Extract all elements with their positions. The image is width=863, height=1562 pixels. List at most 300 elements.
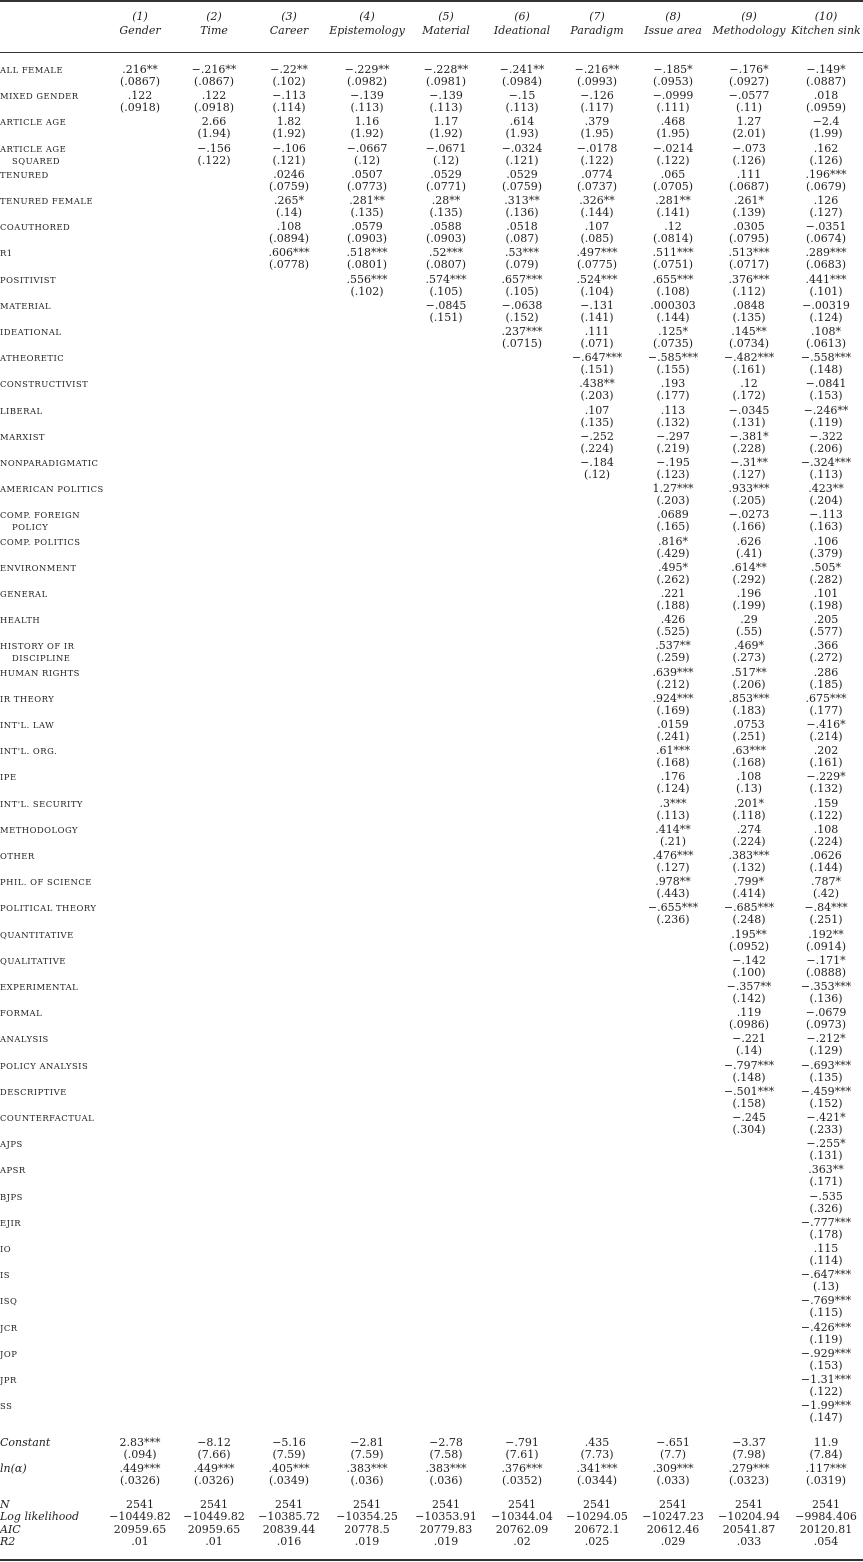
- standard-error: (.21): [659, 835, 687, 848]
- coefficient: .326**: [579, 194, 615, 207]
- column-header: [786, 10, 863, 38]
- variable-label-line: EJIR: [0, 1218, 22, 1228]
- variable-label-line: SQUARED: [12, 156, 61, 166]
- standard-error: (.443): [656, 887, 690, 900]
- coefficient: −.769***: [800, 1294, 852, 1307]
- standard-error: (.0771): [425, 180, 467, 193]
- coefficient: −.297: [656, 430, 690, 443]
- table-cell: [712, 693, 786, 717]
- coefficient: 20959.65: [113, 1523, 167, 1536]
- table-cell: [789, 457, 863, 481]
- coefficient: −.176*: [729, 63, 769, 76]
- coefficient: −.216**: [574, 63, 620, 76]
- table-cell: [712, 719, 786, 743]
- standard-error: (.0735): [652, 337, 694, 350]
- standard-error: (.0801): [346, 258, 388, 271]
- coefficient: −.0999: [652, 89, 694, 102]
- variable-label: [0, 1086, 67, 1098]
- variable-label: [0, 955, 66, 967]
- coefficient: −.229*: [806, 770, 846, 783]
- coefficient: .438**: [579, 377, 615, 390]
- table-cell: [409, 90, 483, 114]
- table-cell: [636, 326, 710, 350]
- standard-error: (.219): [656, 442, 690, 455]
- standard-error: (.204): [809, 494, 843, 507]
- table-cell: [636, 902, 710, 926]
- coefficient: .0579: [351, 220, 383, 233]
- standard-error: (.0984): [501, 75, 543, 88]
- coefficient: .122: [127, 89, 153, 102]
- table-cell: [636, 745, 710, 769]
- coefficient: .468: [660, 115, 686, 128]
- column-number: (10): [814, 10, 838, 23]
- coefficient: .376***: [728, 273, 770, 286]
- standard-error: (.0953): [652, 75, 694, 88]
- standard-error: (.114): [272, 101, 306, 114]
- table-cell: [485, 195, 559, 219]
- constant-label: [0, 1437, 50, 1449]
- coefficient: −.22**: [270, 63, 308, 76]
- table-cell: [789, 902, 863, 926]
- coefficient: −.221: [732, 1032, 766, 1045]
- standard-error: (.206): [809, 442, 843, 455]
- variable-label: [0, 1138, 23, 1150]
- coefficient: .029: [660, 1535, 686, 1548]
- variable-label-line: DISCIPLINE: [12, 653, 71, 663]
- table-cell: [409, 169, 483, 193]
- table-cell: [636, 1511, 710, 1523]
- standard-error: (.0903): [346, 232, 388, 245]
- table-cell: [636, 431, 710, 455]
- standard-error: (.124): [809, 311, 843, 324]
- coefficient: −10353.91: [415, 1510, 477, 1523]
- table-cell: [636, 1437, 710, 1461]
- coefficient: .113: [660, 404, 686, 417]
- table-cell: [636, 378, 710, 402]
- table-cell: [789, 1463, 863, 1487]
- coefficient: .192**: [808, 928, 844, 941]
- column-number: (5): [438, 10, 454, 23]
- coefficient: .216**: [122, 63, 158, 76]
- standard-error: (.105): [505, 285, 539, 298]
- coefficient: .106: [813, 535, 839, 548]
- table-cell: [330, 274, 404, 298]
- standard-error: (.198): [809, 599, 843, 612]
- standard-error: (.168): [656, 756, 690, 769]
- standard-error: (.165): [656, 520, 690, 533]
- coefficient: −.228**: [423, 63, 469, 76]
- table-cell: [789, 640, 863, 664]
- coefficient: −.255*: [806, 1137, 846, 1150]
- table-cell: [636, 693, 710, 717]
- table-cell: [330, 116, 404, 140]
- variable-label: [0, 745, 57, 757]
- coefficient: 2541: [659, 1498, 687, 1511]
- coefficient: .265*: [274, 194, 304, 207]
- standard-error: (.152): [505, 311, 539, 324]
- table-cell: [712, 1437, 786, 1461]
- variable-label: [0, 431, 45, 443]
- stat-label-text: N: [0, 1498, 10, 1511]
- stat-label: [0, 1536, 15, 1548]
- table-cell: [560, 300, 634, 324]
- standard-error: (.203): [656, 494, 690, 507]
- table-cell: [712, 1060, 786, 1084]
- coefficient: .019: [433, 1535, 459, 1548]
- variable-label: [0, 562, 76, 574]
- coefficient: .469*: [734, 639, 764, 652]
- variable-label-line: IO: [0, 1244, 12, 1254]
- table-cell: [789, 929, 863, 953]
- standard-error: (.153): [809, 1359, 843, 1372]
- table-cell: [560, 431, 634, 455]
- standard-error: (.0679): [805, 180, 847, 193]
- standard-error: (.144): [580, 206, 614, 219]
- table-cell: [636, 1536, 710, 1548]
- table-cell: [789, 1400, 863, 1424]
- column-header: [174, 10, 254, 38]
- coefficient: −.142: [732, 954, 766, 967]
- coefficient: −.482***: [723, 351, 775, 364]
- variable-label: [0, 195, 93, 207]
- table-cell: [560, 1511, 634, 1523]
- standard-error: (.153): [809, 389, 843, 402]
- standard-error: (.224): [809, 835, 843, 848]
- standard-error: (.12): [432, 154, 460, 167]
- coefficient: −.0178: [576, 142, 618, 155]
- coefficient: .53***: [505, 246, 539, 259]
- table-cell: [252, 221, 326, 245]
- table-cell: [560, 352, 634, 376]
- table-cell: [789, 1269, 863, 1293]
- coefficient: −.459***: [800, 1085, 852, 1098]
- table-cell: [252, 195, 326, 219]
- standard-error: (.0778): [268, 258, 310, 271]
- table-cell: [103, 64, 177, 88]
- standard-error: (7.58): [429, 1448, 463, 1461]
- standard-error: (.132): [656, 416, 690, 429]
- standard-error: (.121): [505, 154, 539, 167]
- standard-error: (.161): [732, 363, 766, 376]
- coefficient: .639***: [652, 666, 694, 679]
- coefficient: −.322: [809, 430, 843, 443]
- coefficient: −2.4: [812, 115, 840, 128]
- standard-error: (.0683): [805, 258, 847, 271]
- coefficient: .159: [813, 797, 839, 810]
- table-cell: [560, 116, 634, 140]
- coefficient: −.139: [429, 89, 463, 102]
- coefficient: .108: [813, 823, 839, 836]
- standard-error: (1.93): [505, 127, 539, 140]
- variable-label-line: COUNTERFACTUAL: [0, 1113, 95, 1123]
- standard-error: (.0894): [268, 232, 310, 245]
- column-header: [249, 10, 329, 38]
- coefficient: .107: [584, 220, 610, 233]
- table-cell: [252, 1511, 326, 1523]
- table-cell: [103, 1437, 177, 1461]
- standard-error: (.199): [732, 599, 766, 612]
- coefficient: .033: [736, 1535, 762, 1548]
- coefficient: −10247.23: [642, 1510, 704, 1523]
- table-cell: [712, 1033, 786, 1057]
- coefficient: .281**: [655, 194, 691, 207]
- table-cell: [636, 169, 710, 193]
- standard-error: (1.99): [809, 127, 843, 140]
- standard-error: (.177): [809, 704, 843, 717]
- table-cell: [330, 1463, 404, 1487]
- variable-label: [0, 1112, 94, 1124]
- coefficient: .145**: [731, 325, 767, 338]
- standard-error: (.113): [429, 101, 463, 114]
- standard-error: (.251): [732, 730, 766, 743]
- standard-error: (.273): [732, 651, 766, 664]
- table-cell: [330, 1536, 404, 1548]
- standard-error: (.0952): [728, 940, 770, 953]
- standard-error: (.379): [809, 547, 843, 560]
- standard-error: (.111): [656, 101, 690, 114]
- coefficient: .614**: [731, 561, 767, 574]
- table-cell: [636, 588, 710, 612]
- coefficient: −10449.82: [109, 1510, 171, 1523]
- table-cell: [252, 1536, 326, 1548]
- coefficient: −.171*: [806, 954, 846, 967]
- table-cell: [789, 876, 863, 900]
- coefficient: .61***: [656, 744, 690, 757]
- variable-label-line: ISQ: [0, 1296, 18, 1306]
- variable-label-line: DESCRIPTIVE: [0, 1087, 67, 1097]
- standard-error: (.129): [809, 1044, 843, 1057]
- coefficient: −.0214: [652, 142, 694, 155]
- table-cell: [252, 247, 326, 271]
- coefficient: .195**: [731, 928, 767, 941]
- table-cell: [330, 1511, 404, 1523]
- standard-error: (.144): [809, 861, 843, 874]
- table-cell: [409, 116, 483, 140]
- variable-label-line: POLITICAL THEORY: [0, 903, 97, 913]
- table-cell: [560, 405, 634, 429]
- standard-error: (.118): [732, 809, 766, 822]
- standard-error: (.188): [656, 599, 690, 612]
- table-cell: [789, 116, 863, 140]
- coefficient: −.106: [272, 142, 306, 155]
- standard-error: (.228): [732, 442, 766, 455]
- coefficient: 2541: [126, 1498, 154, 1511]
- standard-error: (.0982): [346, 75, 388, 88]
- coefficient: −.0841: [805, 377, 847, 390]
- table-cell: [789, 64, 863, 88]
- table-cell: [409, 1463, 483, 1487]
- coefficient: −.535: [809, 1190, 843, 1203]
- standard-error: (.0973): [805, 1018, 847, 1031]
- table-cell: [560, 90, 634, 114]
- stat-label-text: R2: [0, 1535, 16, 1548]
- table-cell: [712, 1007, 786, 1031]
- table-cell: [560, 143, 634, 167]
- table-cell: [636, 876, 710, 900]
- variable-label: [0, 1374, 17, 1386]
- variable-label: [0, 693, 54, 705]
- variable-label: [0, 981, 78, 993]
- constant-label: [0, 1463, 27, 1475]
- table-cell: [177, 116, 251, 140]
- column-name: Gender: [119, 24, 161, 37]
- standard-error: (.0319): [805, 1474, 847, 1487]
- standard-error: (.122): [580, 154, 614, 167]
- coefficient: .108: [276, 220, 302, 233]
- standard-error: (.0918): [119, 101, 161, 114]
- standard-error: (.429): [656, 547, 690, 560]
- table-cell: [789, 143, 863, 167]
- table-cell: [712, 850, 786, 874]
- coefficient: 2541: [432, 1498, 460, 1511]
- coefficient: −.693***: [800, 1059, 852, 1072]
- standard-error: (.135): [580, 416, 614, 429]
- coefficient: .162: [813, 142, 839, 155]
- table-cell: [789, 824, 863, 848]
- standard-error: (.119): [809, 416, 843, 429]
- standard-error: (.102): [350, 285, 384, 298]
- coefficient: 2541: [275, 1498, 303, 1511]
- coefficient: −.426***: [800, 1321, 852, 1334]
- table-cell: [560, 1536, 634, 1548]
- column-name: Kitchen sink: [791, 24, 861, 37]
- coefficient: −.416*: [806, 718, 846, 731]
- coefficient: .202: [813, 744, 839, 757]
- standard-error: (.525): [656, 625, 690, 638]
- standard-error: (.206): [732, 678, 766, 691]
- coefficient: .125*: [658, 325, 688, 338]
- stat-label-text: Log likelihood: [0, 1510, 80, 1523]
- standard-error: (.0687): [728, 180, 770, 193]
- table-cell: [712, 143, 786, 167]
- standard-error: (.033): [656, 1474, 690, 1487]
- variable-label: [0, 824, 78, 836]
- table-cell: [712, 1112, 786, 1136]
- coefficient: .02: [513, 1535, 531, 1548]
- standard-error: (.142): [732, 992, 766, 1005]
- table-cell: [177, 1463, 251, 1487]
- coefficient: −.31**: [730, 456, 768, 469]
- variable-label-line: IDEATIONAL: [0, 327, 62, 337]
- coefficient: .176: [660, 770, 686, 783]
- coefficient: .313**: [504, 194, 540, 207]
- table-cell: [712, 247, 786, 271]
- variable-label-line: MARXIST: [0, 432, 46, 442]
- variable-label: [0, 1060, 88, 1072]
- coefficient: −10294.05: [566, 1510, 628, 1523]
- standard-error: (.0775): [576, 258, 618, 271]
- standard-error: (.105): [429, 285, 463, 298]
- coefficient: .0305: [733, 220, 765, 233]
- table-cell: [789, 1243, 863, 1267]
- table-cell: [485, 64, 559, 88]
- table-cell: [712, 221, 786, 245]
- standard-error: (.121): [272, 154, 306, 167]
- table-cell: [485, 1511, 559, 1523]
- table-cell: [485, 90, 559, 114]
- coefficient: .626: [736, 535, 762, 548]
- table-cell: [789, 798, 863, 822]
- variable-label-line: EXPERIMENTAL: [0, 982, 79, 992]
- variable-label: [0, 1033, 49, 1045]
- variable-label-line: QUANTITATIVE: [0, 930, 74, 940]
- standard-error: (.171): [809, 1175, 843, 1188]
- table-cell: [789, 981, 863, 1005]
- header-rule: [0, 52, 863, 53]
- coefficient: .0753: [733, 718, 765, 731]
- table-cell: [177, 1437, 251, 1461]
- standard-error: (.251): [809, 913, 843, 926]
- table-cell: [252, 143, 326, 167]
- table-cell: [789, 1437, 863, 1461]
- coefficient: 2541: [200, 1498, 228, 1511]
- standard-error: (.168): [732, 756, 766, 769]
- variable-label-line: JOP: [0, 1349, 18, 1359]
- table-cell: [712, 981, 786, 1005]
- standard-error: (.304): [732, 1123, 766, 1136]
- table-cell: [789, 431, 863, 455]
- variable-label: [0, 509, 80, 533]
- variable-label: [0, 536, 81, 548]
- variable-label-line: ALL FEMALE: [0, 65, 64, 75]
- coefficient: −1.99***: [800, 1399, 852, 1412]
- coefficient: .054: [813, 1535, 839, 1548]
- coefficient: .309***: [652, 1462, 694, 1475]
- variable-label-line: POLICY ANALYSIS: [0, 1061, 89, 1071]
- standard-error: (.0613): [805, 337, 847, 350]
- standard-error: (.114): [809, 1254, 843, 1267]
- coefficient: .383***: [425, 1462, 467, 1475]
- column-header: [482, 10, 562, 38]
- coefficient: .126: [813, 194, 839, 207]
- coefficient: −.126: [580, 89, 614, 102]
- standard-error: (.101): [809, 285, 843, 298]
- table-cell: [789, 1536, 863, 1548]
- standard-error: (.0807): [425, 258, 467, 271]
- coefficient: 20120.81: [799, 1523, 853, 1536]
- standard-error: (7.7): [659, 1448, 687, 1461]
- table-cell: [485, 247, 559, 271]
- table-cell: [789, 1191, 863, 1215]
- coefficient: −.0273: [728, 508, 770, 521]
- constant-label-text: ln(α): [0, 1462, 27, 1475]
- standard-error: (.326): [809, 1202, 843, 1215]
- standard-error: (.172): [732, 389, 766, 402]
- table-cell: [789, 1112, 863, 1136]
- variable-label-line: SS: [0, 1401, 13, 1411]
- standard-error: (.117): [580, 101, 614, 114]
- coefficient: −.797***: [723, 1059, 775, 1072]
- table-cell: [330, 169, 404, 193]
- variable-label: [0, 300, 51, 312]
- table-cell: [330, 90, 404, 114]
- coefficient: −.246**: [803, 404, 849, 417]
- coefficient: .816*: [658, 535, 688, 548]
- coefficient: −.501***: [723, 1085, 775, 1098]
- coefficient: 20778.5: [344, 1523, 390, 1536]
- table-cell: [712, 902, 786, 926]
- coefficient: .513***: [728, 246, 770, 259]
- coefficient: .0689: [657, 508, 689, 521]
- standard-error: (.183): [732, 704, 766, 717]
- table-cell: [789, 771, 863, 795]
- standard-error: (.259): [656, 651, 690, 664]
- table-cell: [485, 116, 559, 140]
- coefficient: −.139: [350, 89, 384, 102]
- variable-label: [0, 667, 80, 679]
- coefficient: 20672.1: [574, 1523, 620, 1536]
- standard-error: (.119): [809, 1333, 843, 1346]
